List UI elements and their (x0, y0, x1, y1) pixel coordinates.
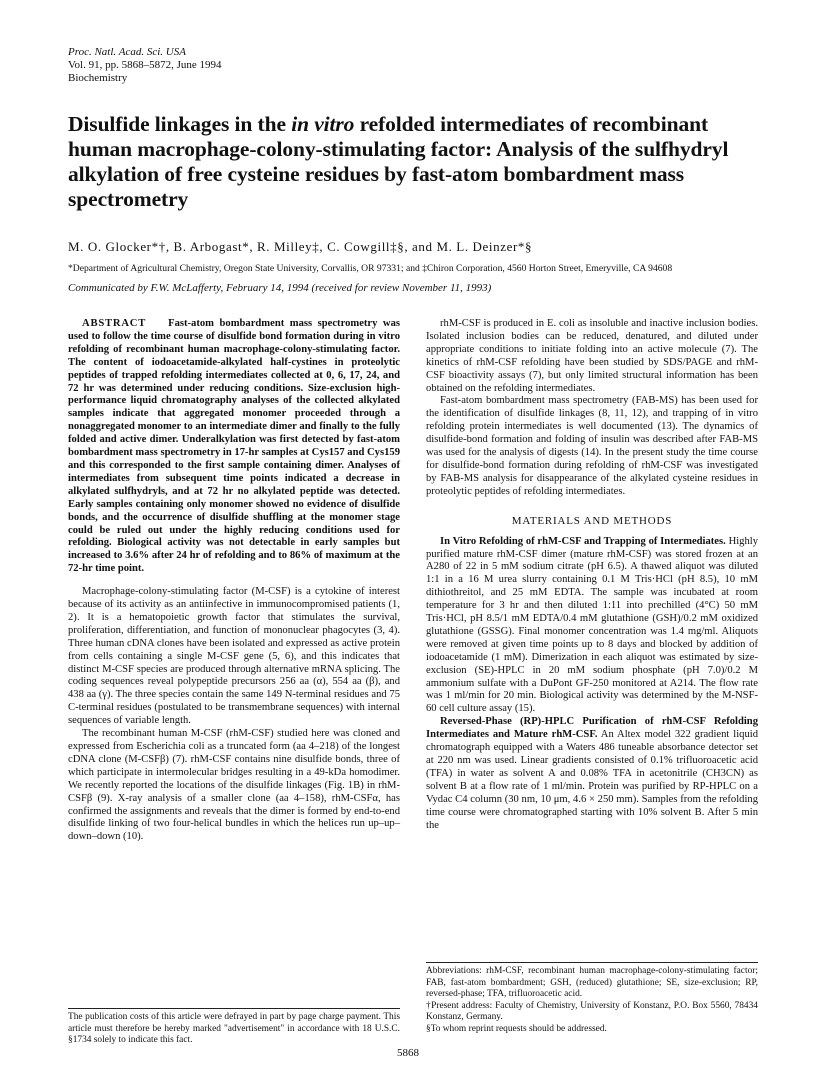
title-part-2: refolded intermediates of recombinant human macrophage-colony-stimulating factor: Analysis of the sulfhydryl alkylation of free cysteine residues by fast-atom bombardment mass spectrometry (68, 112, 729, 211)
journal-section: Biochemistry (68, 72, 128, 84)
left-footnote (68, 1012, 400, 1047)
right-footnotes (426, 966, 758, 1036)
right-column (426, 318, 758, 832)
reprint-request-note: §To whom reprint requests should be addressed. (426, 1023, 607, 1034)
abstract (68, 318, 400, 576)
methods-p1-text: Highly purified mature rhM-CSF dimer (mature rhM-CSF) was stored frozen at an A280 of 22 in 5 mM sodium citrate (pH 6.5). A thawed aliquot was diluted 1:1 in a 16 M urea slurry containing 0.1 M Tris·HCl (pH 8.5), 10 mM dithiothreitol, and 25 mM EDTA. The sample was incubated at room temperature for 3 hr and then diluted 1:11 into prechilled (4°C) 50 mM Tris·HCl, pH 8.5/1 mM EDTA/0.4 mM glutathione (GSH)/0.2 mM oxidized glutathione (GSSG). Final monomer concentration was 1.4 mg/ml. Aliquots were removed at given time points up to 8 days and blocked by addition of iodoacetamide (1 mM). Dimerization in each aliquot was estimated by size-exclusion (SE)-HPLC in 20 mM sodium phosphate (pH 7.0)/0.2 M ammonium sulfate with a DuPont GF-250 monitored at A214. The flow rate was 1 ml/min for 20 min. Biological activity was determined by the M-NSF-60 cell culture assay (15). (426, 535, 758, 715)
journal-name: Proc. Natl. Acad. Sci. USA (68, 46, 186, 58)
methods-paragraph-1 (426, 536, 758, 717)
methods-p1-heading: In Vitro Refolding of rhM-CSF and Trapping of Intermediates. (440, 535, 726, 547)
journal-header (68, 46, 222, 85)
footnote-divider-right (426, 962, 758, 963)
intro-paragraph-4: Fast-atom bombardment mass spectrometry (FAB-MS) has been used for the identification of disulfide linkages (8, 11, 12), and trapping of in vitro refolding protein intermediates is well documented (13). The dynamics of disulfide-bond formation and folding of insulin was described after FAB-MS was used for the analysis of digests (14). In the present study the time course for disulfide-bond formation during refolding of rhM-CSF was investigated by FAB-MS analysis for disappearance of the alkylated cysteine residues in proteolytic peptides of refolding intermediates. (426, 395, 758, 497)
intro-paragraph-1: Macrophage-colony-stimulating factor (M-CSF) is a cytokine of interest because of its activity as an antiinfective in immunocompromised patients (1, 2). It is a hematopoietic growth factor that stimulates the survival, proliferation, differentiation, and function of mononuclear phagocytes (3, 4). Three human cDNA clones have been isolated and expressed as active protein from cells containing a single M-CSF gene (5, 6), and this indicates that distinct M-CSF species are produced through alternative mRNA splicing. The coding sequences reveal polypeptide precursors 256 aa (α), 554 aa (β), and 438 aa (γ). The three species contain the same 149 N-terminal residues and 75 C-terminal residues (postulated to be transmembrane sequences) with internal sequences of variable length. (68, 586, 400, 727)
publication-cost-note: The publication costs of this article were defrayed in part by page charge payment. This article must therefore be hereby marked "advertisement" in accordance with 18 U.S.C. §1734 solely to indicate this fact. (68, 1012, 400, 1046)
abstract-text: Fast-atom bombardment mass spectrometry was used to follow the time course of disulfide bond formation during in vitro refolding of recombinant human macrophage-colony-stimulating factor. The content of iodoacetamide-alkylated half-cystines in proteolytic peptides of trapped refolding intermediates collected at 0, 6, 17, 24, and 72 hr was determined under reducing conditions. Size-exclusion high-performance liquid chromatography analyses of the collected alkylated samples indicate that aggregated monomer proceeded through a nonaggregated monomer to an intermediate dimer and finally to the fully folded and active dimer. Underalkylation was first detected by fast-atom bombardment mass spectrometry in 17-hr samples at Cys157 and Cys159 and this corresponded to the first sample containing dimer. Analyses of intermediates from subsequent time points indicated a decrease in alkylated sulfhydryls, and at 72 hr no alkylated peptide was detected. Early samples containing only monomer showed no evidence of disulfide bonds, and the occurrence of disulfide shuffling at the monomer stage could be ruled out under the highly reducing conditions used for refolding. Biological activity was not detectable in early samples but increased to 3.6% after 24 hr of refolding and to 86% of maximum at the 72-hr time point. (68, 318, 400, 575)
title-part-1: Disulfide linkages in the (68, 112, 292, 136)
methods-p2-heading: Reversed-Phase (RP)-HPLC Purification of rhM-CSF Refolding Intermediates and Mature rhM-CSF. (426, 716, 758, 741)
methods-heading: MATERIALS AND METHODS (511, 514, 673, 527)
footnote-divider-left (68, 1008, 400, 1009)
author-list: M. O. Glocker*†, B. Arbogast*, R. Milley‡, C. Cowgill‡§, and M. L. Deinzer*§ (68, 239, 533, 254)
intro-paragraph-2: The recombinant human M-CSF (rhM-CSF) studied here was cloned and expressed from Escherichia coli as a truncated form (aa 4–218) of the longest cDNA clone (M-CSFβ) (7). rhM-CSF contains nine disulfide bonds, three of which participate in intermolecular bridges resulting in a 49-kDa homodimer. We recently reported the locations of the disulfide linkages (Fig. 1B) in rhM-CSFβ (9). X-ray analysis of a smaller clone (aa 4–158), rhM-CSFα, has confirmed the assignments and reveals that the dimer is formed by end-to-end disulfide linking of two four-helical bundles in which the helices run up–up–down–down (10). (68, 728, 400, 843)
abbreviations-note: Abbreviations: rhM-CSF, recombinant human macrophage-colony-stimulating factor; FAB, fast-atom bombardment; GSH, (reduced) glutathione; SE, size-exclusion; RP, reversed-phase; TFA, trifluoroacetic acid. (426, 966, 758, 1000)
affiliations: *Department of Agricultural Chemistry, Oregon State University, Corvallis, OR 97331; and ‡Chiron Corporation, 4560 Horton Street, Emeryville, CA 94608 (68, 263, 673, 274)
journal-volume: Vol. 91, pp. 5868–5872, June 1994 (68, 59, 222, 71)
communicated-by: Communicated by F.W. McLafferty, February 14, 1994 (received for review November 11, 1993) (68, 282, 492, 294)
page-number: 5868 (397, 1047, 419, 1059)
intro-paragraph-3: rhM-CSF is produced in E. coli as insoluble and inactive inclusion bodies. Isolated inclusion bodies can be reduced, denatured, and diluted under appropriate conditions to initiate folding into an active molecule (7). The kinetics of rhM-CSF refolding have been studied by SDS/PAGE and rhM-CSF bioactivity assays (7), but only limited structural information has been obtained on the refolding intermediates. (426, 318, 758, 394)
methods-paragraph-2 (426, 716, 758, 832)
methods-p2-text: An Altex model 322 gradient liquid chromatograph equipped with a Waters 486 tuneable absorbance detector set at 220 nm was used. Linear gradients consisted of 0.1% trifluoroacetic acid (TFA) in water as solvent A and 0.08% TFA in acetonitrile (CH3CN) as solvent B at a flow rate of 1 ml/min. Protein was purified by RP-HPLC on a Vydac C4 column (30 nm, 10 μm, 4.6 × 250 mm). Samples from the refolding time course were chromatographed starting with 10% solvent B. After 5 min the (426, 729, 758, 831)
paper-title (68, 112, 758, 212)
title-italic: in vitro (291, 112, 355, 136)
present-address-note: †Present address: Faculty of Chemistry, University of Konstanz, P.O. Box 5560, 78434 Konstanz, Germany. (426, 1000, 758, 1023)
abstract-label: ABSTRACT (82, 318, 147, 329)
left-column (68, 318, 400, 844)
